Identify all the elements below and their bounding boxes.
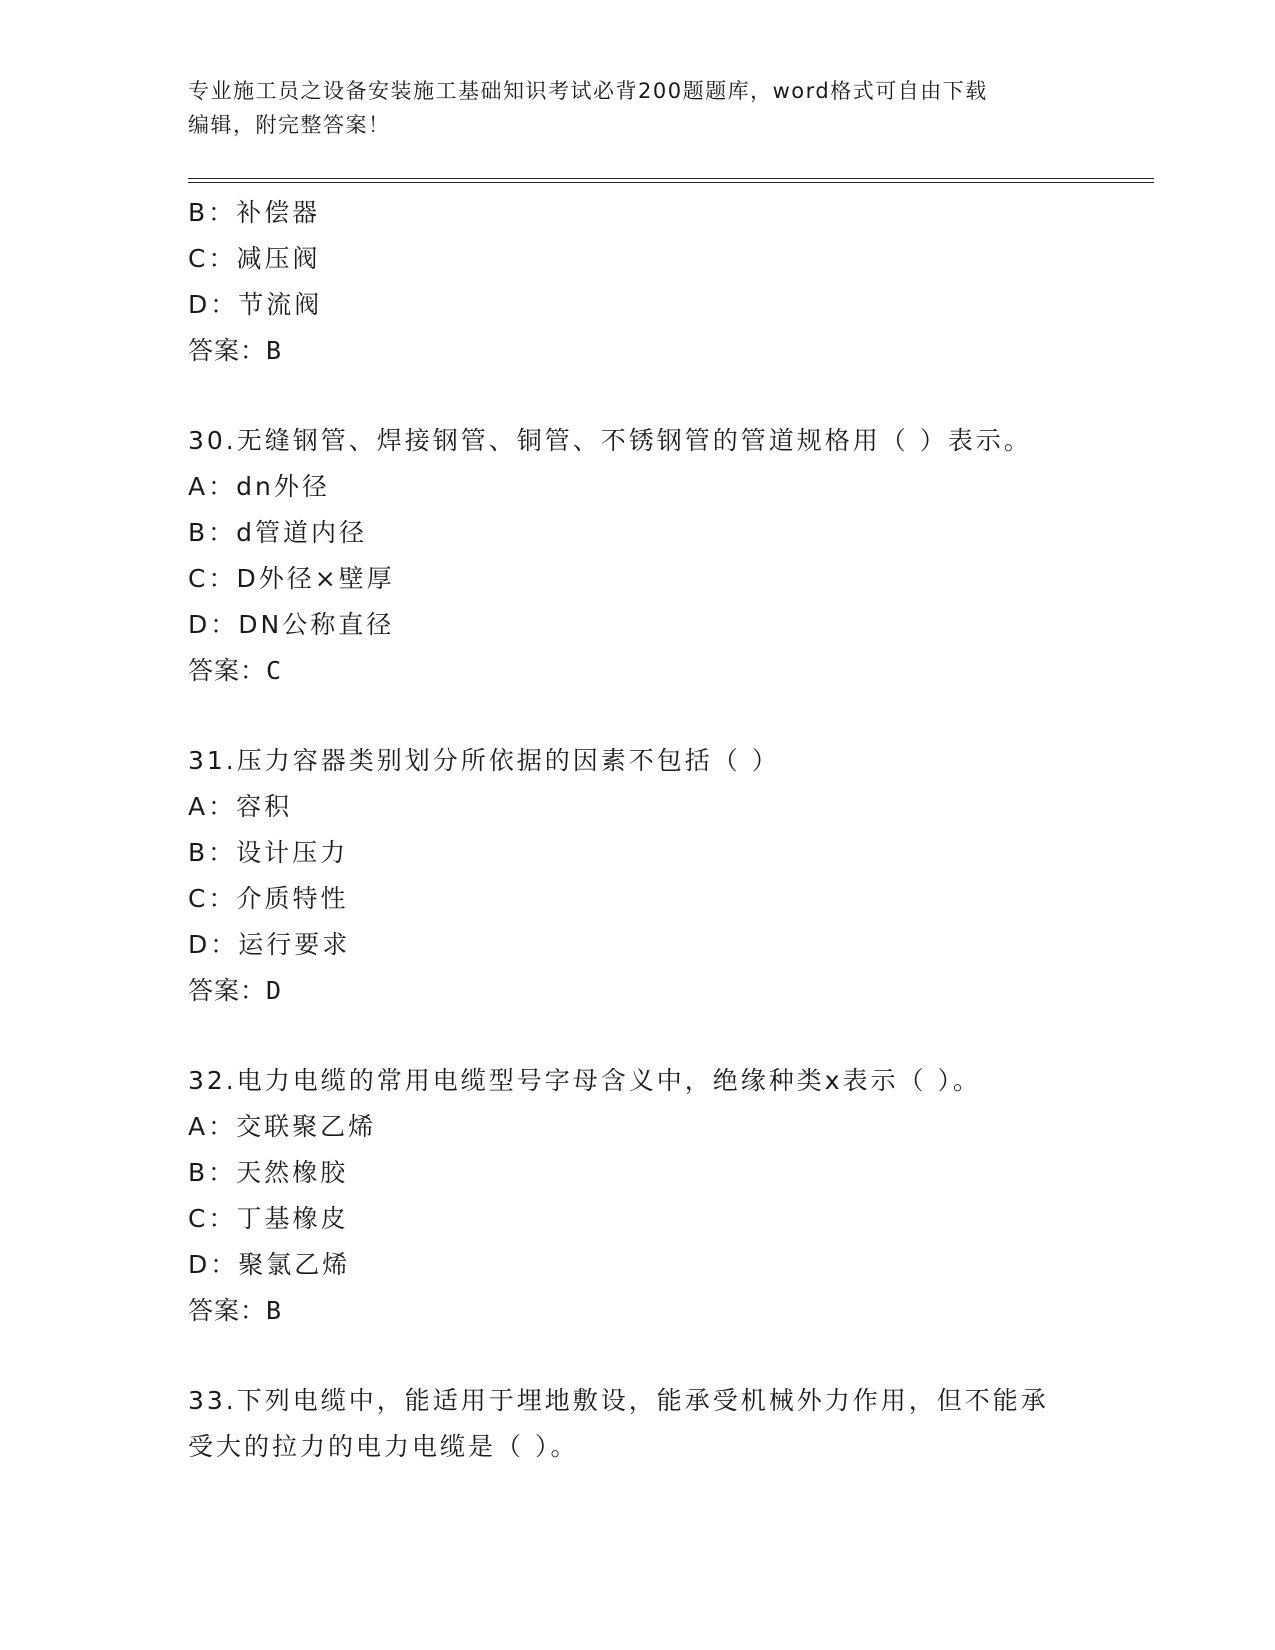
option-a: A：dn外径 xyxy=(188,472,330,501)
page-header xyxy=(188,74,1088,142)
header-divider xyxy=(188,178,1154,183)
option-d: D：聚氯乙烯 xyxy=(188,1250,351,1279)
option-b: B：d管道内径 xyxy=(188,518,368,547)
question-33 xyxy=(188,1378,1088,1470)
document-body xyxy=(188,190,1088,1470)
answer: 答案：B xyxy=(188,336,283,365)
question-text-line-2: 受大的拉力的电力电缆是（ ）。 xyxy=(188,1432,579,1461)
option-b: B：天然橡胶 xyxy=(188,1158,349,1187)
header-line-1: 专业施工员之设备安装施工基础知识考试必背200题题库，word格式可自由下载 xyxy=(188,79,988,103)
header-line-2: 编辑，附完整答案！ xyxy=(188,113,391,137)
question-text-line-1: 33.下列电缆中，能适用于埋地敷设，能承受机械外力作用，但不能承 xyxy=(188,1386,1049,1415)
option-d: D：DN公称直径 xyxy=(188,610,395,639)
answer: 答案：B xyxy=(188,1296,283,1325)
question-30 xyxy=(188,418,1088,694)
question-text: 31.压力容器类别划分所依据的因素不包括（ ） xyxy=(188,746,780,775)
question-text: 30.无缝钢管、焊接钢管、铜管、不锈钢管的管道规格用（ ）表示。 xyxy=(188,426,1032,455)
option-d: D：运行要求 xyxy=(188,930,351,959)
option-c: C：D外径×壁厚 xyxy=(188,564,395,593)
question-text: 32.电力电缆的常用电缆型号字母含义中，绝缘种类x表示（ ）。 xyxy=(188,1066,982,1095)
answer: 答案：D xyxy=(188,976,283,1005)
option-b: B：补偿器 xyxy=(188,198,321,227)
option-b: B：设计压力 xyxy=(188,838,349,867)
question-29-continued xyxy=(188,190,1088,374)
option-a: A：容积 xyxy=(188,792,293,821)
option-c: C：介质特性 xyxy=(188,884,349,913)
option-c: C：减压阀 xyxy=(188,244,321,273)
option-c: C：丁基橡皮 xyxy=(188,1204,349,1233)
option-a: A：交联聚乙烯 xyxy=(188,1112,377,1141)
option-d: D：节流阀 xyxy=(188,290,323,319)
question-32 xyxy=(188,1058,1088,1334)
question-31 xyxy=(188,738,1088,1014)
answer: 答案：C xyxy=(188,656,283,685)
